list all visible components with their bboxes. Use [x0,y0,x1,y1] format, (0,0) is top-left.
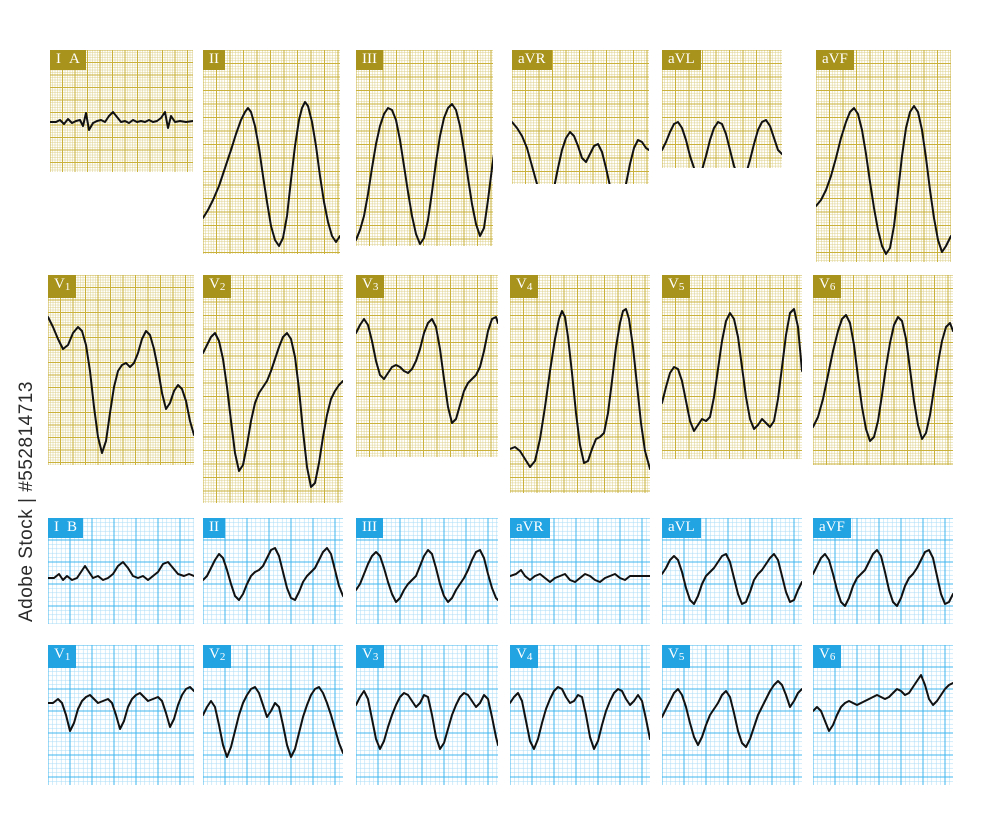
ecg-panel-a-avl [662,50,782,168]
ecg-panel-b-avr [510,518,650,624]
ecg-panel-b-v5 [662,645,802,785]
lead-subscript: 6 [829,651,836,663]
ecg-panel-b-v1 [48,645,194,785]
ecg-panel-b-ii [203,518,343,624]
lead-label [662,275,690,298]
lead-name: V [209,276,220,292]
lead-subscript: 4 [526,651,533,663]
lead-label [662,645,690,668]
lead-subscript: 3 [372,281,379,293]
lead-name: aVR [516,519,544,535]
lead-subscript: 1 [64,651,71,663]
ecg-panel-a-ii [203,50,340,254]
lead-name: aVL [668,519,695,535]
lead-label [48,518,83,538]
ecg-panel-b-i [48,518,194,624]
lead-label [356,518,383,538]
lead-name: V [668,276,679,292]
ecg-trace [510,275,650,493]
ecg-panel-b-iii [356,518,498,624]
lead-subscript: 6 [829,281,836,293]
ecg-panel-a-v5 [662,275,802,459]
lead-name: II [209,519,219,535]
lead-name: V [668,646,679,662]
lead-name: aVL [668,51,695,67]
group-label: A [69,51,80,67]
group-label: B [67,519,78,535]
lead-name: V [54,646,65,662]
lead-label [813,518,851,538]
ecg-trace [813,275,953,465]
watermark-text: Adobe Stock | #552814713 [16,381,37,622]
lead-label [203,645,231,668]
lead-label [813,275,841,298]
lead-subscript: 5 [678,281,685,293]
lead-label [510,275,538,298]
ecg-panel-a-avf [816,50,951,262]
lead-label [510,645,538,668]
lead-name: V [54,276,65,292]
lead-label [816,50,854,70]
lead-subscript: 4 [526,281,533,293]
lead-name: V [516,276,527,292]
ecg-trace [356,50,493,246]
lead-label [662,50,701,70]
ecg-trace [356,275,498,457]
lead-name: I [54,519,59,535]
lead-name: aVR [518,51,546,67]
lead-name: II [209,51,219,67]
lead-label [203,275,231,298]
lead-name: aVF [819,519,845,535]
ecg-panel-a-v2 [203,275,343,503]
lead-label [203,518,225,538]
lead-name: V [362,276,373,292]
lead-name: I [56,51,61,67]
lead-label [813,645,841,668]
ecg-trace [816,50,951,262]
ecg-trace [203,50,340,254]
ecg-panel-b-v2 [203,645,343,785]
lead-label [512,50,552,70]
lead-subscript: 5 [678,651,685,663]
lead-subscript: 1 [64,281,71,293]
ecg-panel-b-v3 [356,645,498,785]
ecg-trace [662,275,802,459]
ecg-panel-a-v6 [813,275,953,465]
ecg-trace [203,275,343,503]
lead-name: V [209,646,220,662]
lead-subscript: 3 [372,651,379,663]
lead-name: V [819,276,830,292]
ecg-panel-a-i [50,50,193,172]
ecg-panel-b-v4 [510,645,650,785]
lead-name: III [362,519,377,535]
ecg-trace [512,50,649,184]
ecg-panel-a-v3 [356,275,498,457]
lead-name: V [516,646,527,662]
lead-label [48,645,76,668]
lead-label [662,518,701,538]
lead-subscript: 2 [219,651,226,663]
lead-name: V [819,646,830,662]
lead-label [50,50,86,70]
ecg-panel-a-iii [356,50,493,246]
ecg-panel-b-avl [662,518,802,624]
lead-name: III [362,51,377,67]
ecg-trace [48,275,194,465]
lead-label [203,50,225,70]
lead-label [510,518,550,538]
ecg-panel-b-avf [813,518,953,624]
lead-name: aVF [822,51,848,67]
lead-subscript: 2 [219,281,226,293]
ecg-panel-b-v6 [813,645,953,785]
lead-label [356,645,384,668]
lead-label [356,50,383,70]
ecg-panel-a-v4 [510,275,650,493]
lead-label [356,275,384,298]
lead-label [48,275,76,298]
ecg-panel-a-v1 [48,275,194,465]
lead-name: V [362,646,373,662]
ecg-panel-a-avr [512,50,649,184]
